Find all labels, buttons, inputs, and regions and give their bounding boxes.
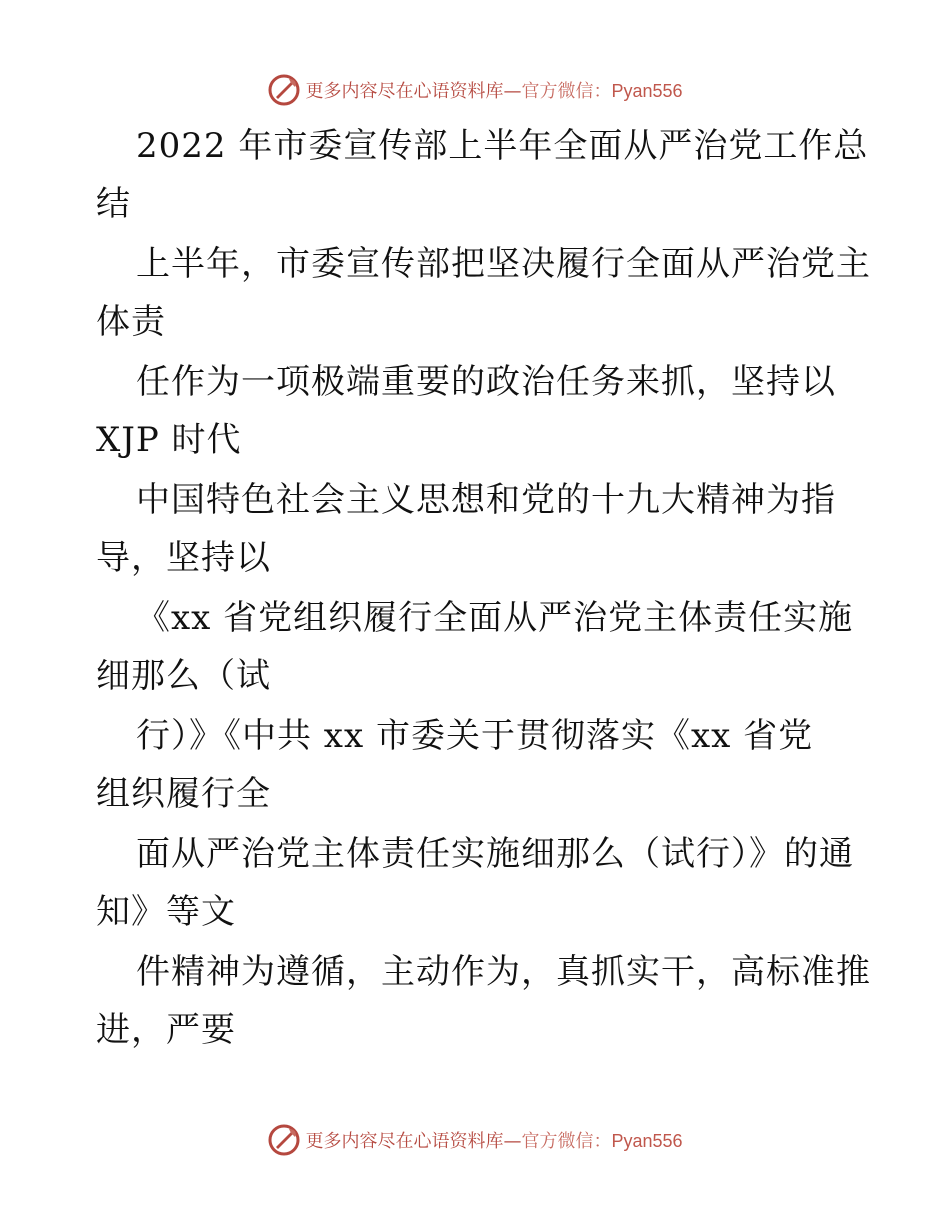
paragraph-line: 导，坚持以 bbox=[96, 538, 271, 578]
paragraph-line: 体责 bbox=[96, 302, 166, 342]
paragraph-line: 件精神为遵循，主动作为，真抓实干，高标准推 bbox=[136, 952, 871, 992]
title-line-1: 2022 年市委宣传部上半年全面从严治党工作总 bbox=[136, 126, 869, 166]
paragraph-line: 《xx 省党组织履行全面从严治党主体责任实施 bbox=[136, 598, 854, 638]
paragraph-line: 行）》《中共 xx 市委关于贯彻落实《xx 省党 bbox=[136, 716, 814, 756]
paragraph-line: 中国特色社会主义思想和党的十九大精神为指 bbox=[136, 480, 836, 520]
paragraph-line: 知》等文 bbox=[96, 892, 236, 932]
watermark-dash: — bbox=[503, 81, 522, 102]
footer-watermark bbox=[0, 1120, 950, 1160]
paragraph-line: 细那么（试 bbox=[96, 656, 271, 696]
watermark-wechat-label: 官方微信： bbox=[521, 81, 612, 102]
quill-logo-icon bbox=[267, 73, 301, 107]
paragraph-line: 进，严要 bbox=[96, 1010, 236, 1050]
title-line-2: 结 bbox=[96, 184, 131, 224]
paragraph-line: XJP 时代 bbox=[96, 420, 242, 460]
quill-logo-icon bbox=[267, 1123, 301, 1157]
watermark-dash: — bbox=[503, 1131, 522, 1152]
header-watermark bbox=[0, 70, 950, 110]
paragraph-line: 任作为一项极端重要的政治任务来抓，坚持以 bbox=[136, 362, 836, 402]
watermark-brand: 更多内容尽在心语资料库 bbox=[305, 1131, 504, 1152]
watermark-brand: 更多内容尽在心语资料库 bbox=[305, 81, 504, 102]
watermark-handle: Pyan556 bbox=[611, 1131, 683, 1151]
paragraph-line: 面从严治党主体责任实施细那么（试行）》的通 bbox=[136, 834, 854, 874]
watermark-wechat-label: 官方微信： bbox=[521, 1131, 612, 1152]
watermark-handle: Pyan556 bbox=[611, 81, 683, 101]
paragraph-line: 组织履行全 bbox=[96, 774, 271, 814]
paragraph-line: 上半年，市委宣传部把坚决履行全面从严治党主 bbox=[136, 244, 871, 284]
